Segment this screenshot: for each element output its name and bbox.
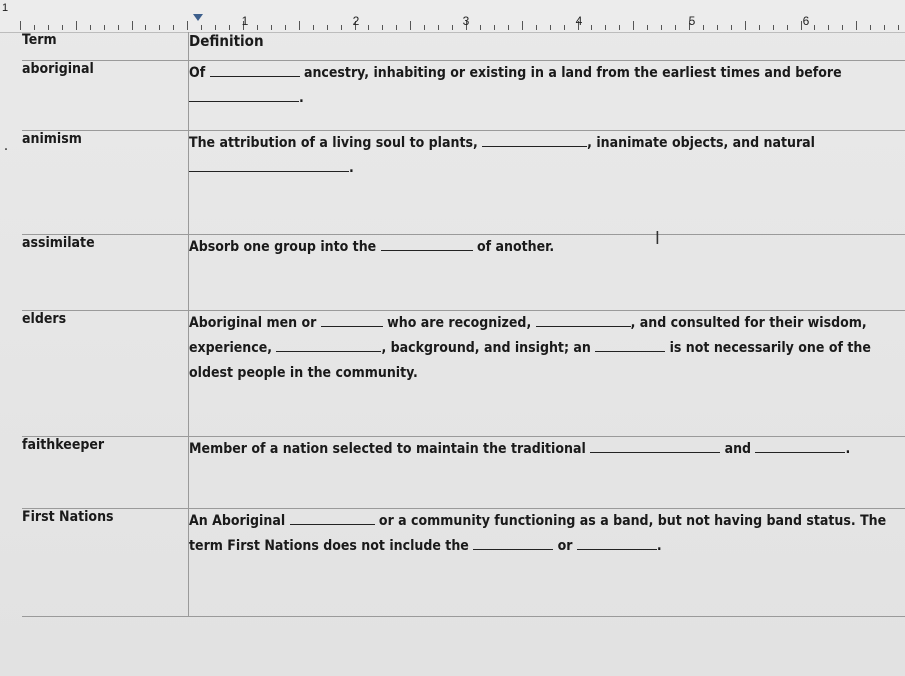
table-header-row [22,32,905,61]
ruler-tick [522,21,523,30]
ruler-tick [187,21,188,30]
ruler-tick [814,25,815,30]
ruler-number: 4 [575,14,583,28]
ruler-tick [438,25,439,30]
ruler-tick [132,21,133,30]
ruler-corner-label: 1 [2,2,9,14]
ruler-tick [759,25,760,30]
fill-in-blank[interactable] [276,337,381,352]
ruler-tick [870,25,871,30]
ruler-number: 2 [352,14,360,28]
ruler-tick [564,25,565,30]
ruler-tick [62,25,63,30]
ruler-tick [285,25,286,30]
ruler-tick [215,25,216,30]
fill-in-blank[interactable] [577,535,657,550]
ruler-tick [647,25,648,30]
ruler-number: 1 [241,14,249,28]
definition-cell[interactable] [189,131,905,235]
fill-in-blank[interactable] [321,312,383,327]
ruler-tick [104,25,105,30]
definition-cell[interactable] [189,311,905,437]
ruler-tick [494,25,495,30]
table-row [22,509,905,617]
ruler-tick [424,25,425,30]
ruler-tick [159,25,160,30]
definition-text: Of [189,65,210,81]
term-cell[interactable]: aboriginal [22,61,189,131]
ruler-tick [118,25,119,30]
term-cell[interactable]: First Nations [22,509,189,617]
ruler-tick [661,25,662,30]
ruler-tick [773,25,774,30]
vocabulary-table [22,32,905,617]
ruler-tick [856,21,857,30]
ruler-tick [382,25,383,30]
fill-in-blank[interactable] [473,535,553,550]
ruler-tick [34,25,35,30]
definition-text: , and consulted for their wisdom, experience, [189,315,867,356]
fill-in-blank[interactable] [210,62,300,77]
definition-text: ancestry, inhabiting or existing in a land from the earliest times and before [299,65,842,81]
text-cursor-icon: I [655,228,660,249]
ruler-tick [605,25,606,30]
definition-text: Member of a nation selected to maintain the traditional [189,441,591,457]
fill-in-blank[interactable] [189,87,299,102]
ruler-tick [536,25,537,30]
ruler-tick [368,25,369,30]
fill-in-blank[interactable] [290,510,375,525]
indent-marker-icon[interactable] [193,14,203,21]
table-row [22,61,905,131]
ruler-tick [801,21,802,30]
margin-dot: · [4,142,8,158]
fill-in-blank[interactable] [482,132,587,147]
definition-text: , inanimate objects, and natural [587,135,815,151]
definition-cell[interactable] [189,235,905,311]
ruler-number: 3 [462,14,470,28]
definition-text: , background, and insight; an [381,340,596,356]
fill-in-blank[interactable] [595,337,665,352]
ruler-tick [327,25,328,30]
term-cell[interactable]: faithkeeper [22,437,189,509]
ruler-tick [508,25,509,30]
ruler-tick [898,25,899,30]
ruler-tick [787,25,788,30]
definition-text: Aboriginal men or [189,315,321,331]
ruler-number: 5 [688,14,696,28]
definition-text: The attribution of a living soul to plants, [189,135,483,151]
ruler-tick [717,25,718,30]
table-row [22,131,905,235]
definition-text: . [349,160,354,176]
ruler-tick [480,25,481,30]
table-row [22,311,905,437]
definition-text: and [720,441,756,457]
definition-text: An Aboriginal [189,513,290,529]
definition-cell[interactable] [189,61,905,131]
fill-in-blank[interactable] [536,312,631,327]
horizontal-ruler[interactable] [0,0,905,33]
ruler-tick [703,25,704,30]
ruler-tick [675,25,676,30]
ruler-tick [20,21,21,30]
ruler-tick [633,21,634,30]
ruler-tick [731,25,732,30]
definition-text: . [656,538,662,554]
ruler-tick [591,25,592,30]
ruler-tick [396,25,397,30]
ruler-tick [76,21,77,30]
ruler-tick [145,25,146,30]
ruler-tick [48,25,49,30]
ruler-tick [619,25,620,30]
ruler-tick [884,25,885,30]
term-cell[interactable]: animism [22,131,189,235]
fill-in-blank[interactable] [189,157,349,172]
definition-text: . [299,90,304,106]
fill-in-blank[interactable] [381,236,473,251]
definition-text: or a community functioning as a band, but not having band status. The term First Nations does not include the [189,513,887,554]
ruler-tick [410,21,411,30]
term-cell[interactable]: elders [22,311,189,437]
definition-cell[interactable] [189,509,905,617]
definition-text: . [845,441,851,457]
ruler-tick [299,21,300,30]
definition-text: is not necessarily one of the oldest people in the community. [189,340,871,381]
ruler-tick [341,25,342,30]
term-column-header: Term [22,32,189,61]
definition-column-header: Definition [189,32,905,61]
ruler-tick [229,25,230,30]
ruler-tick [745,21,746,30]
ruler-number: 6 [802,14,810,28]
table-row [22,437,905,509]
ruler-tick [201,25,202,30]
ruler-tick [550,25,551,30]
definition-text: or [553,538,577,554]
fill-in-blank[interactable] [755,438,845,453]
definition-text: of another. [472,239,555,255]
ruler-tick [828,25,829,30]
table-row [22,235,905,311]
ruler-tick [90,25,91,30]
definition-text: who are recognized, [382,315,536,331]
ruler-tick [257,25,258,30]
ruler-tick [842,25,843,30]
definition-text: Absorb one group into the [189,239,381,255]
definition-cell[interactable] [189,437,905,509]
ruler-tick [173,25,174,30]
fill-in-blank[interactable] [590,438,720,453]
ruler-tick [313,25,314,30]
ruler-tick [452,25,453,30]
term-cell[interactable]: assimilate [22,235,189,311]
ruler-tick [271,25,272,30]
